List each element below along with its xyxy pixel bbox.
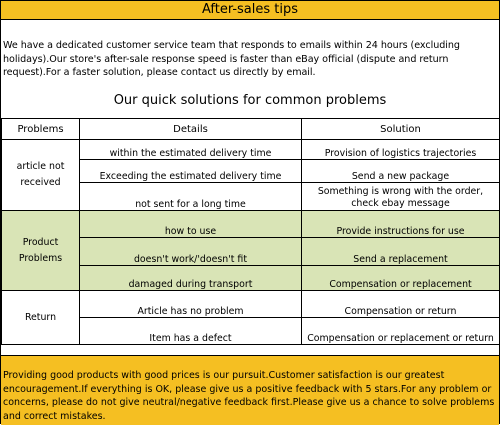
solution-cell: Something is wrong with the order, check ebay message <box>302 183 500 211</box>
table-header-row <box>2 119 500 140</box>
column-header-solution: Solution <box>302 119 500 140</box>
solution-cell: Compensation or return <box>302 291 500 318</box>
solution-cell: Send a replacement <box>302 238 500 266</box>
detail-cell: damaged during transport <box>80 266 302 291</box>
solution-cell: Compensation or replacement or return <box>302 318 500 345</box>
column-header-details: Details <box>80 119 302 140</box>
detail-cell: not sent for a long time <box>80 183 302 211</box>
footer-banner <box>1 355 499 425</box>
page-title: After-sales tips <box>1 1 499 20</box>
solution-cell: Provide instructions for use <box>302 211 500 238</box>
solution-cell: Compensation or replacement <box>302 266 500 291</box>
category-cell: Product Problems <box>2 211 80 291</box>
detail-cell: Exceeding the estimated delivery time <box>80 160 302 183</box>
solution-cell: Provision of logistics trajectories <box>302 140 500 160</box>
detail-cell: Article has no problem <box>80 291 302 318</box>
footer-text: Providing good products with good prices is our pursuit.Customer satisfaction is our greatest encouragement.If everything is OK, please give us a positive feedback with 5 stars.For any problem or concerns, please do not give neutral/negative feedback first.Please give us a chance to solve problems and correct mistakes. <box>3 370 495 422</box>
category-cell: article not received <box>2 140 80 211</box>
column-header-problems: Problems <box>2 119 80 140</box>
solutions-table <box>1 118 500 345</box>
table-row <box>2 291 500 318</box>
category-cell: Return <box>2 291 80 345</box>
detail-cell: how to use <box>80 211 302 238</box>
intro-text: We have a dedicated customer service team that responds to emails within 24 hours (excluding holidays).Our store's after-sale response speed is faster than eBay official (dispute and return request).For a faster solution, please contact us directly by email. <box>3 40 460 78</box>
table-row <box>2 211 500 238</box>
detail-cell: within the estimated delivery time <box>80 140 302 160</box>
detail-cell: Item has a defect <box>80 318 302 345</box>
solution-cell: Send a new package <box>302 160 500 183</box>
section-heading: Our quick solutions for common problems <box>113 93 387 108</box>
detail-cell: doesn't work/'doesn't fit <box>80 238 302 266</box>
table-row <box>2 140 500 160</box>
